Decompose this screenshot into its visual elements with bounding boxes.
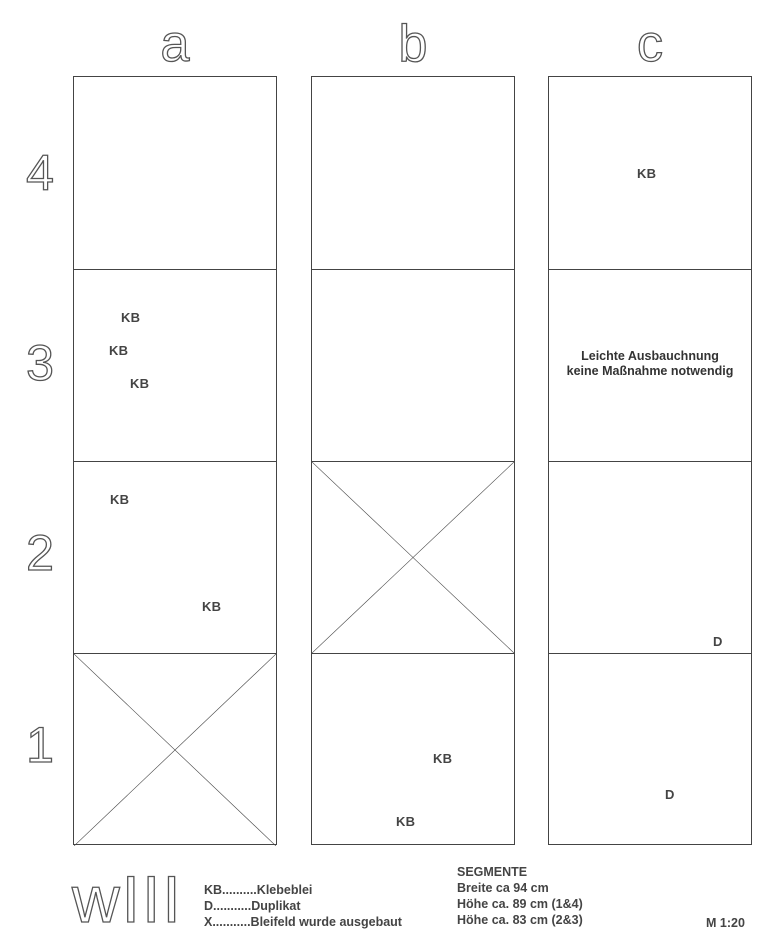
column-label-b: b: [398, 15, 428, 73]
cell-a3: [74, 269, 276, 461]
cell-b3: [312, 269, 514, 461]
marker-d: D: [665, 787, 675, 802]
cell-a4: [74, 77, 276, 269]
panel-column-c: [548, 76, 752, 845]
legend-row-d: [204, 899, 301, 913]
scale-label: M 1:20: [706, 916, 745, 930]
window-id: wIII: [72, 862, 183, 936]
removed-x-mark: [312, 462, 514, 653]
cell-b1: [312, 653, 514, 846]
column-label-a: a: [160, 15, 190, 73]
legend-key: KB..........: [204, 883, 257, 897]
marker-kb: KB: [396, 814, 416, 829]
note-line-2: keine Maßnahme notwendig: [566, 364, 734, 378]
legend-value: Klebeblei: [256, 883, 313, 897]
cell-c1: [549, 653, 751, 846]
segments-line: Höhe ca. 83 cm (2&3): [457, 913, 583, 927]
marker-d: D: [713, 634, 723, 649]
note-bulge: [549, 349, 751, 379]
panel-column-b: [311, 76, 515, 845]
panel-column-a: [73, 76, 277, 845]
marker-kb: KB: [110, 492, 130, 507]
marker-kb: KB: [130, 376, 150, 391]
cell-c3: [549, 269, 751, 461]
legend-row-kb: [204, 883, 312, 897]
row-label-2: 2: [26, 525, 54, 581]
cell-b2-removed: [312, 461, 514, 653]
cell-c2: [549, 461, 751, 653]
cell-c4: [549, 77, 751, 269]
row-label-3: 3: [26, 335, 54, 391]
legend-value: Duplikat: [251, 899, 301, 913]
column-label-c: c: [637, 15, 663, 73]
segments-line: Breite ca 94 cm: [457, 881, 549, 895]
segments-line: Höhe ca. 89 cm (1&4): [457, 897, 583, 911]
marker-kb: KB: [121, 310, 141, 325]
cell-b4: [312, 77, 514, 269]
legend-value: Bleifeld wurde ausgebaut: [250, 915, 402, 929]
row-label-1: 1: [26, 717, 54, 773]
legend-row-x: [204, 915, 402, 929]
segments-title: SEGMENTE: [457, 865, 528, 879]
marker-kb: KB: [109, 343, 129, 358]
row-label-4: 4: [26, 145, 54, 201]
marker-kb: KB: [202, 599, 222, 614]
legend-key: D...........: [204, 899, 252, 913]
cell-a1-removed: [74, 653, 276, 846]
removed-x-mark: [74, 654, 276, 846]
legend-key: X...........: [204, 915, 251, 929]
marker-kb: KB: [433, 751, 453, 766]
marker-kb: KB: [637, 166, 657, 181]
note-line-1: Leichte Ausbauchnung: [581, 349, 719, 363]
cell-a2: [74, 461, 276, 653]
